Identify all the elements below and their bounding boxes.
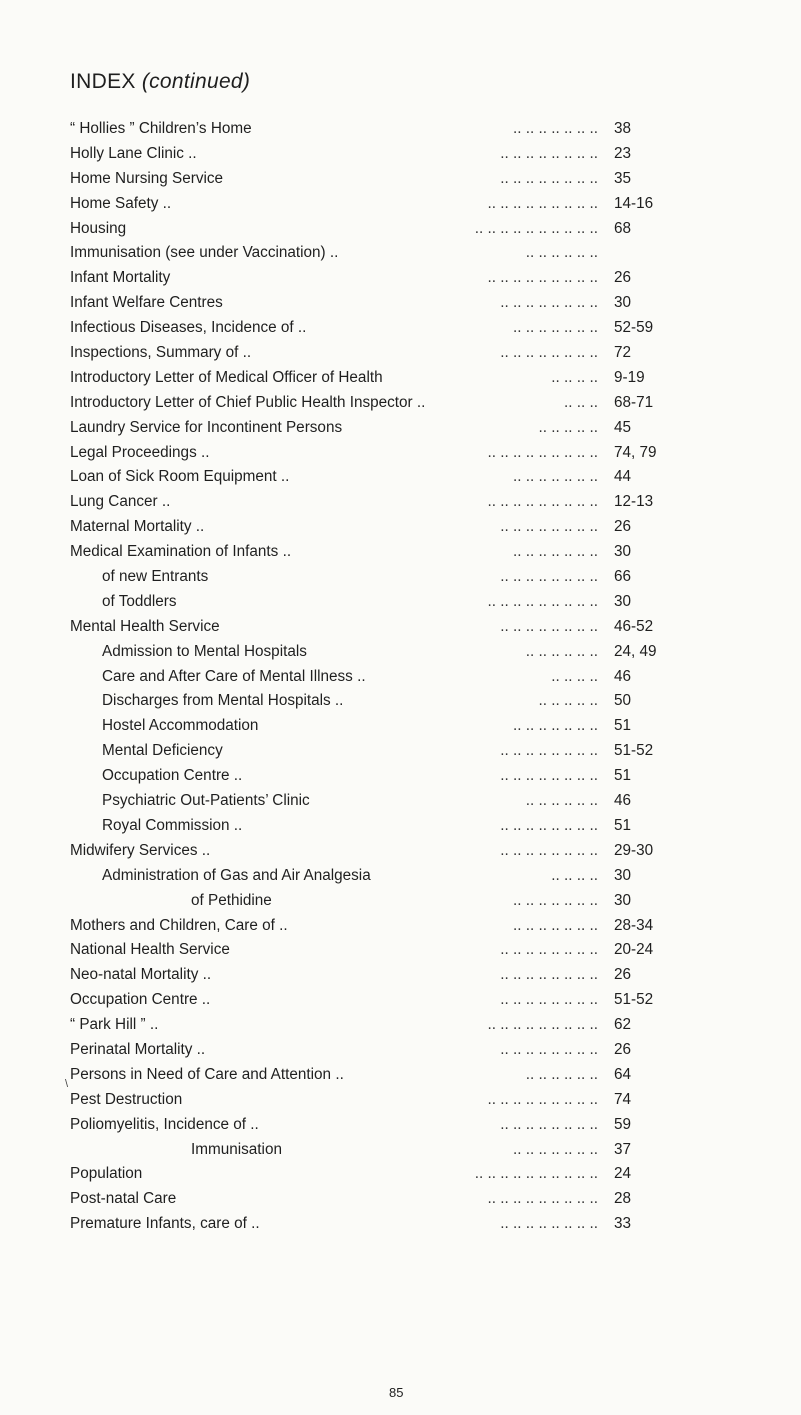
index-entry-label: Care and After Care of Mental Illness .. [102,667,366,685]
leader-dots-text: .. .. .. .. .. .. .. .. [500,991,598,1009]
index-entry-pages: 62 [614,1016,632,1034]
leader-dots-text: .. .. .. .. .. .. .. [513,891,598,909]
index-entry-pages: 51-52 [614,991,654,1009]
index-entry [70,142,780,167]
index-entry-pages: 30 [614,592,632,610]
index-entry [70,241,780,266]
index-entry-label: Occupation Centre .. [70,991,211,1009]
leader-dots-text: .. .. .. .. .. [538,692,598,710]
index-entry-pages: 9-19 [614,368,645,386]
index-entry-pages: 33 [614,1215,632,1233]
leader-dots-text: .. .. .. .. .. .. .. .. [500,294,598,312]
index-entry [70,441,780,466]
index-entry [70,291,780,316]
index-entry [70,789,780,814]
index-entry [70,963,780,988]
leader-dots [240,938,598,963]
index-entry-pages: 26 [614,518,632,536]
index-entry-label: Hostel Accommodation [102,717,259,735]
leader-dots [233,167,598,192]
leader-dots-text: .. .. .. .. .. .. .. .. [500,941,598,959]
leader-dots-text: .. .. .. .. .. .. .. .. [500,169,598,187]
index-entry-label: Mental Deficiency [102,742,223,760]
leader-dots [221,963,598,988]
index-entry-pages: 46-52 [614,617,654,635]
index-entry [70,1162,780,1187]
index-entry-pages: 26 [614,269,632,287]
leader-dots [214,515,598,540]
index-entry-label: Occupation Centre .. [102,767,243,785]
index-entry-label: Neo-natal Mortality .. [70,966,212,984]
leader-dots [393,366,598,391]
index-entry-pages: 30 [614,866,632,884]
leader-dots-text: .. .. .. .. .. .. .. .. .. [487,592,598,610]
index-entry-pages: 12-13 [614,493,654,511]
index-entry-pages: 72 [614,344,632,362]
index-entry [70,416,780,441]
leader-dots [218,565,598,590]
index-entry [70,465,780,490]
leader-dots [220,839,598,864]
leader-dots [207,142,598,167]
index-entry-pages: 20-24 [614,941,654,959]
leader-dots-text: .. .. .. .. .. .. .. [513,468,598,486]
leader-dots-text: .. .. .. .. .. .. .. [513,717,598,735]
heading-prefix: INDEX [70,70,142,93]
index-entry-label: Loan of Sick Room Equipment .. [70,468,290,486]
heading-suffix: (continued) [141,70,251,93]
index-entry-label: Laundry Service for Incontinent Persons [70,418,343,436]
index-entry [70,366,780,391]
index-entry [70,1013,780,1038]
index-entry-pages: 24 [614,1165,632,1183]
index-entry-pages: 30 [614,294,632,312]
index-entry [70,391,780,416]
leader-dots-text: .. .. .. .. .. .. .. .. [500,144,598,162]
leader-dots [215,1038,598,1063]
leader-dots-text: .. .. .. .. .. .. .. .. [500,1115,598,1133]
index-entry [70,266,780,291]
leader-dots-text: .. .. .. .. [551,667,598,685]
leader-dots-text: .. .. .. .. .. .. .. .. .. .. [474,219,598,237]
leader-dots [233,739,598,764]
leader-dots [261,341,598,366]
leader-dots-text: .. .. .. .. .. .. .. .. [500,841,598,859]
index-entry [70,615,780,640]
leader-dots [152,1162,598,1187]
index-entry [70,914,780,939]
index-entry-pages: 30 [614,543,632,561]
leader-dots [233,291,598,316]
leader-dots-text: .. .. .. .. .. .. .. .. [500,767,598,785]
leader-dots-text: .. .. .. .. .. .. .. .. [500,617,598,635]
index-entry-label: Poliomyelitis, Incidence of .. [70,1115,259,1133]
index-entry-label: of new Entrants [102,568,209,586]
index-entry-pages: 37 [614,1140,632,1158]
leader-dots [136,217,598,242]
index-entry-label: Immunisation (see under Vaccination) .. [70,244,339,262]
index-entry [70,1138,780,1163]
leader-dots-text: .. .. .. .. [551,368,598,386]
leader-dots [220,988,598,1013]
leader-dots [262,117,598,142]
leader-dots [181,192,598,217]
index-entry-label: Population [70,1165,143,1183]
leader-dots-text: .. .. .. .. .. .. .. .. .. [487,1190,598,1208]
index-entry [70,714,780,739]
leader-dots [320,789,598,814]
index-entry-label: of Toddlers [102,592,177,610]
index-entry-label: Persons in Need of Care and Attention .. [70,1065,344,1083]
leader-dots [435,391,598,416]
index-entry [70,739,780,764]
leader-dots-text: .. .. .. .. .. .. .. .. [500,816,598,834]
index-entry [70,1113,780,1138]
index-entry-label: Perinatal Mortality .. [70,1040,206,1058]
leader-dots [354,1063,598,1088]
index-entry-pages: 74, 79 [614,443,657,461]
index-entry [70,341,780,366]
page-heading [70,70,250,94]
index-entry-label: Home Safety .. [70,194,172,212]
index-entry [70,1212,780,1237]
leader-dots-text: .. .. .. .. .. .. .. .. [500,518,598,536]
leader-dots [186,1187,598,1212]
leader-dots [192,1088,598,1113]
index-entry [70,814,780,839]
index-entry-pages: 68-71 [614,393,654,411]
index-entry-label: Medical Examination of Infants .. [70,543,292,561]
index-entry-label: Discharges from Mental Hospitals .. [102,692,344,710]
index-entry [70,689,780,714]
leader-dots-text: .. .. .. .. .. .. .. .. [500,568,598,586]
index-entry-pages: 26 [614,966,632,984]
leader-dots [299,465,598,490]
leader-dots [252,814,598,839]
leader-dots [180,490,598,515]
index-entry [70,217,780,242]
index-entry-label: Legal Proceedings .. [70,443,210,461]
page-number: 85 [389,1385,404,1400]
index-entry-pages: 59 [614,1115,632,1133]
index-entry [70,1088,780,1113]
index-entry-pages: 26 [614,1040,632,1058]
leader-dots [292,1138,598,1163]
index-entry-label: Housing [70,219,127,237]
index-entry-label: Home Nursing Service [70,169,224,187]
leader-dots-text: .. .. .. .. .. .. .. .. .. [487,443,598,461]
leader-dots-text: .. .. .. .. .. .. [525,244,598,262]
leader-dots-text: .. .. .. .. .. .. .. [513,120,598,137]
leader-dots-text: .. .. .. .. .. .. [525,792,598,810]
leader-dots [180,266,598,291]
index-entry-label: Mothers and Children, Care of .. [70,916,288,934]
leader-dots [168,1013,598,1038]
leader-dots [219,441,598,466]
index-entry-label: of Pethidine [191,891,272,909]
leader-dots [353,689,598,714]
leader-dots-text: .. .. .. .. .. .. .. .. [500,1040,598,1058]
index-entry-pages: 38 [614,120,632,137]
index-entry [70,1038,780,1063]
index-entry-pages: 50 [614,692,632,710]
leader-dots [301,540,598,565]
leader-dots-text: .. .. .. .. .. .. [525,642,598,660]
index-entry-label: Pest Destruction [70,1090,183,1108]
index-entry-pages: 30 [614,891,632,909]
index-entry [70,117,780,142]
leader-dots-text: .. .. .. .. .. .. .. .. .. .. [474,1165,598,1183]
leader-dots-text: .. .. .. .. .. .. .. .. [500,966,598,984]
index-entry-label: Maternal Mortality .. [70,518,205,536]
leader-dots [269,1113,598,1138]
index-entry [70,1063,780,1088]
index-entry-label: Lung Cancer .. [70,493,171,511]
leader-dots-text: .. .. .. .. .. .. .. .. [500,344,598,362]
index-entry-label: Infant Mortality [70,269,171,287]
index-entry [70,640,780,665]
index-entry-pages: 14-16 [614,194,654,212]
index-entry-pages: 51-52 [614,742,654,760]
leader-dots-text: .. .. .. .. .. .. .. .. [500,742,598,760]
index-entry [70,988,780,1013]
index-entry-pages: 66 [614,568,632,586]
leader-dots [282,889,598,914]
index-entry-label: National Health Service [70,941,230,959]
index-entry-label: Admission to Mental Hospitals [102,642,307,660]
leader-dots [317,640,598,665]
leader-dots [230,615,598,640]
leader-dots-text: .. .. .. .. .. .. .. [513,916,598,934]
leader-dots [298,914,598,939]
leader-dots [348,241,598,266]
index-entry-pages: 24, 49 [614,642,657,660]
leader-dots-text: .. .. .. .. .. .. .. [513,1140,598,1158]
leader-dots-text: .. .. .. .. .. .. .. [513,543,598,561]
index-entry [70,540,780,565]
leader-dots [352,416,598,441]
leader-dots-text: .. .. .. .. .. .. .. .. .. [487,1090,598,1108]
leader-dots-text: .. .. .. .. .. .. .. .. .. [487,194,598,212]
index-entry [70,490,780,515]
index-entry [70,938,780,963]
index-entry-label: Inspections, Summary of .. [70,344,252,362]
index-entry-list [70,117,780,1237]
index-entry-pages: 51 [614,767,632,785]
leader-dots [252,764,598,789]
index-entry-pages: 35 [614,169,632,187]
leader-dots [270,1212,598,1237]
index-entry [70,316,780,341]
index-entry-label: “ Park Hill ” .. [70,1016,159,1034]
index-entry-label: Infectious Diseases, Incidence of .. [70,319,307,337]
index-entry-pages: 52-59 [614,319,654,337]
index-entry-label: Administration of Gas and Air Analgesia [102,866,371,884]
index-entry-label: Introductory Letter of Chief Public Health Inspector .. [70,393,426,411]
index-entry-label: Midwifery Services .. [70,841,211,859]
leader-dots-text: .. .. .. .. .. .. .. .. [500,1215,598,1233]
leader-dots [268,714,598,739]
index-entry-pages: 74 [614,1090,632,1108]
index-entry [70,565,780,590]
leader-dots [187,590,598,615]
index-entry [70,889,780,914]
index-entry-pages: 29-30 [614,841,654,859]
leader-dots [376,665,598,690]
index-entry-pages: 51 [614,717,632,735]
index-entry [70,764,780,789]
index-entry-label: Psychiatric Out-Patients’ Clinic [102,792,310,810]
index-entry [70,515,780,540]
index-entry-pages: 23 [614,144,632,162]
index-entry-label: Immunisation [191,1140,282,1158]
index-entry-label: Royal Commission .. [102,816,243,834]
index-entry-pages: 45 [614,418,632,436]
index-entry-pages: 28-34 [614,916,654,934]
index-entry-label: Mental Health Service [70,617,220,635]
leader-dots [316,316,598,341]
index-entry-pages: 46 [614,667,632,685]
index-entry [70,864,780,889]
index-entry [70,590,780,615]
leader-dots-text: .. .. .. .. .. .. .. .. .. [487,269,598,287]
index-entry-label: Introductory Letter of Medical Officer of Health [70,368,383,386]
index-entry-pages: 68 [614,219,632,237]
index-entry [70,167,780,192]
margin-mark: \ [65,1078,69,1090]
index-entry-pages: 44 [614,468,632,486]
index-entry-pages: 64 [614,1065,632,1083]
index-entry-pages: 46 [614,792,632,810]
leader-dots-text: .. .. .. .. .. .. .. .. .. [487,1016,598,1034]
index-entry [70,839,780,864]
leader-dots-text: .. .. .. .. [551,866,598,884]
leader-dots-text: .. .. .. .. .. .. [525,1065,598,1083]
leader-dots-text: .. .. .. .. .. .. .. .. .. [487,493,598,511]
leader-dots-text: .. .. .. .. .. .. .. [513,319,598,337]
leader-dots [381,864,598,889]
leader-dots-text: .. .. .. .. .. [538,418,598,436]
index-entry [70,665,780,690]
index-entry-label: Premature Infants, care of .. [70,1215,260,1233]
index-entry-pages: 51 [614,816,632,834]
index-entry-label: Holly Lane Clinic .. [70,144,197,162]
index-entry-label: Infant Welfare Centres [70,294,223,312]
index-entry [70,1187,780,1212]
leader-dots-text: .. .. .. [564,393,598,411]
index-entry-label: Post-natal Care [70,1190,177,1208]
index-entry-pages: 28 [614,1190,632,1208]
index-entry [70,192,780,217]
index-entry-label: “ Hollies ” Children’s Home [70,120,252,137]
